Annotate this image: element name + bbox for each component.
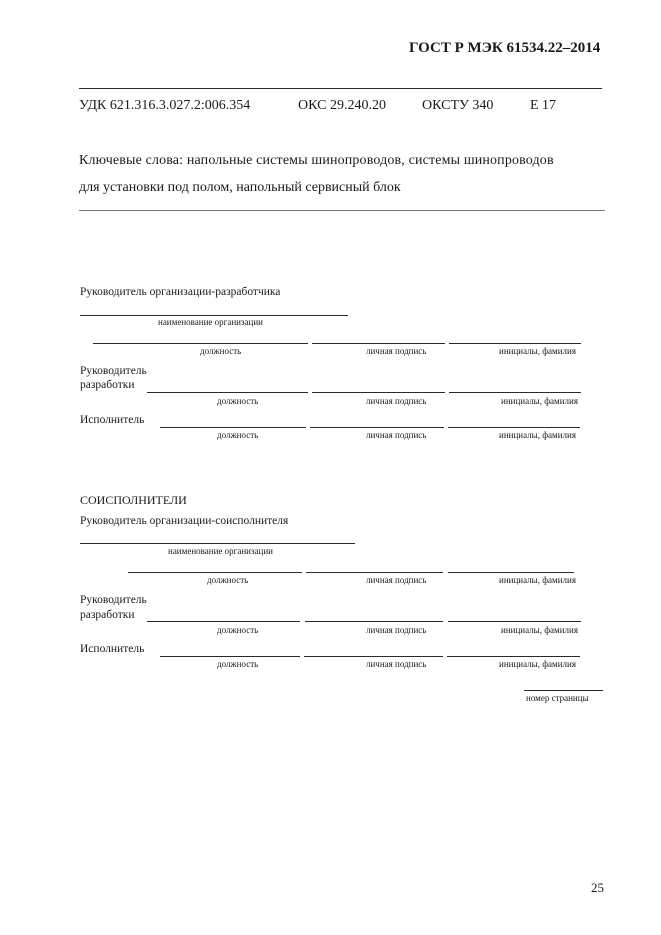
executor-signature-line [310, 427, 444, 428]
dev-head-label-2: разработки [80, 379, 135, 391]
dev-head-position-line [147, 392, 308, 393]
dev-head-initials-caption: инициалы, фамилия [501, 396, 578, 406]
developer-signature-caption: личная подпись [366, 346, 427, 356]
coexecutor-signature-line [306, 572, 443, 573]
executor-initials-caption: инициалы, фамилия [499, 430, 576, 440]
co-dev-head-label-2: разработки [80, 609, 135, 621]
developer-org-caption: наименование организации [158, 317, 263, 327]
developer-org-head: Руководитель организации-разработчика [80, 286, 281, 298]
co-executor-label: Исполнитель [80, 643, 145, 655]
co-executor-signature-caption: личная подпись [366, 659, 427, 669]
coexecutor-position-line [128, 572, 302, 573]
co-dev-head-initials-caption: инициалы, фамилия [501, 625, 578, 635]
page-number-field-line [524, 690, 603, 691]
coexecutor-initials-line [448, 572, 574, 573]
coexecutor-org-caption: наименование организации [168, 546, 273, 556]
co-dev-head-label-1: Руководитель [80, 594, 147, 606]
co-dev-head-initials-line [448, 621, 581, 622]
developer-initials-line [449, 343, 581, 344]
co-executor-position-caption: должность [217, 659, 259, 669]
developer-signature-line [312, 343, 445, 344]
okstu-code: ОКСТУ 340 [422, 98, 494, 113]
co-executor-signature-line [304, 656, 443, 657]
keywords-line-1: Ключевые слова: напольные системы шинопроводов, системы шинопроводов [79, 153, 554, 168]
header-rule [79, 88, 602, 89]
coexecutor-initials-caption: инициалы, фамилия [499, 575, 576, 585]
executor-position-line [160, 427, 306, 428]
co-executor-initials-line [447, 656, 580, 657]
dev-head-position-caption: должность [217, 396, 259, 406]
co-dev-head-signature-line [305, 621, 443, 622]
developer-initials-caption: инициалы, фамилия [499, 346, 576, 356]
executor-label: Исполнитель [80, 414, 145, 426]
developer-position-line [93, 343, 308, 344]
coexecutor-org-line [80, 543, 355, 544]
co-executor-initials-caption: инициалы, фамилия [499, 659, 576, 669]
keywords-rule [79, 210, 605, 211]
co-executor-position-line [160, 656, 300, 657]
udk-code: УДК 621.316.3.027.2:006.354 [79, 98, 251, 113]
dev-head-signature-line [312, 392, 445, 393]
executor-signature-caption: личная подпись [366, 430, 427, 440]
standard-header: ГОСТ Р МЭК 61534.22–2014 [409, 40, 601, 56]
keywords-line-2: для установки под полом, напольный сервисный блок [79, 180, 401, 195]
co-dev-head-position-caption: должность [217, 625, 259, 635]
page-number: 25 [591, 880, 604, 895]
developer-position-caption: должность [200, 346, 242, 356]
co-dev-head-signature-caption: личная подпись [366, 625, 427, 635]
dev-head-signature-caption: личная подпись [366, 396, 427, 406]
developer-org-line [80, 315, 348, 316]
coexecutor-org-head: Руководитель организации-соисполнителя [80, 515, 289, 527]
dev-head-initials-line [449, 392, 581, 393]
coexecutor-position-caption: должность [207, 575, 249, 585]
executor-position-caption: должность [217, 430, 259, 440]
page-number-caption: номер страницы [526, 693, 589, 703]
oks-code: ОКС 29.240.20 [298, 98, 386, 113]
coexecutor-signature-caption: личная подпись [366, 575, 427, 585]
coexecutors-title: СОИСПОЛНИТЕЛИ [80, 493, 187, 507]
executor-initials-line [448, 427, 580, 428]
co-dev-head-position-line [147, 621, 300, 622]
e-code: Е 17 [530, 98, 557, 113]
dev-head-label-1: Руководитель [80, 365, 147, 377]
